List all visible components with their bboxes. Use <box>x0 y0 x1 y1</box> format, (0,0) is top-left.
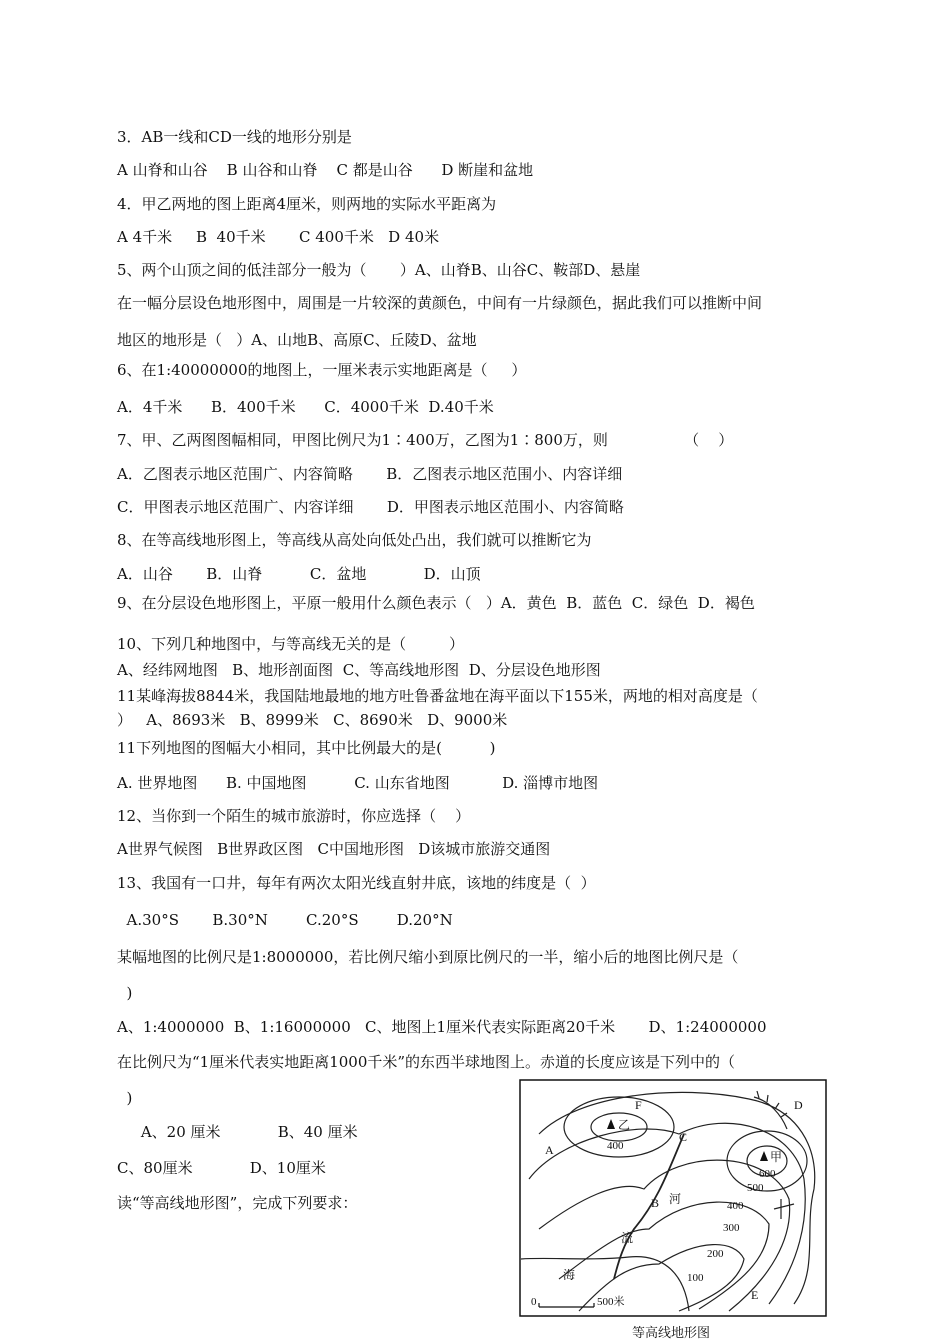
question-line: A. 世界地图 B. 中国地图 C. 山东省地图 D. 淄博市地图 <box>117 774 599 792</box>
question-line: 13、我国有一口井，每年有两次太阳光线直射井底，该地的纬度是（ ） <box>117 874 596 892</box>
peak-icon <box>760 1151 768 1161</box>
peak-label-yi: 乙 <box>618 1118 631 1132</box>
question-line: 9、在分层设色地形图上，平原一般用什么颜色表示（ ）A．黄色 B．蓝色 C．绿色 D．褐色 <box>117 594 755 612</box>
question-line: A．乙图表示地区范围广、内容简略 B．乙图表示地区范围小、内容详细 <box>117 465 623 483</box>
contour-label: 600 <box>759 1168 776 1180</box>
question-line: A、经纬网地图 B、地形剖面图 C、等高线地形图 D、分层设色地形图 <box>117 661 601 679</box>
question-line: 6、在1:40000000的地图上，一厘米表示实地距离是（ ） <box>117 361 527 379</box>
peak-icon <box>607 1119 615 1129</box>
contour-label: 500 <box>747 1182 764 1194</box>
point-label-f: F <box>635 1098 642 1112</box>
question-line: C、80厘米 D、10厘米 <box>117 1159 326 1177</box>
question-line: A 4千米 B 40千米 C 400千米 D 40米 <box>117 228 440 246</box>
point-label-b: B <box>651 1196 660 1210</box>
question-line: ） A、8693米 B、8999米 C、8690米 D、9000米 <box>117 711 508 729</box>
point-label-a: A <box>545 1143 554 1157</box>
question-line: 7、甲、乙两图图幅相同，甲图比例尺为1∶400万，乙图为1∶800万，则 （ ） <box>117 431 734 449</box>
question-line: A、20 厘米 B、40 厘米 <box>117 1123 358 1141</box>
question-line: A．山谷 B．山脊 C．盆地 D．山顶 <box>117 565 481 583</box>
question-line: 地区的地形是（ ）A、山地B、高原C、丘陵D、盆地 <box>117 331 477 349</box>
question-line: 读“等高线地形图”，完成下列要求： <box>117 1194 358 1212</box>
question-line: 12、当你到一个陌生的城市旅游时，你应选择（ ） <box>117 807 471 825</box>
question-line: C．甲图表示地区范围广、内容详细 D．甲图表示地区范围小、内容简略 <box>117 498 624 516</box>
river-label: 河 <box>669 1192 682 1206</box>
contour-line <box>559 1202 769 1309</box>
point-label-d: D <box>794 1098 803 1112</box>
question-line: A.30°S B.30°N C.20°S D.20°N <box>117 911 453 929</box>
contour-label: 300 <box>723 1222 740 1234</box>
question-line: 10、下列几种地图中，与等高线无关的是（ ） <box>117 635 465 653</box>
question-line: 在比例尺为“1厘米代表实地距离1000千米”的东西半球地图上。赤道的长度应该是下列中的（ <box>117 1053 736 1071</box>
river-label: 流 <box>621 1231 634 1245</box>
question-line: 5、两个山顶之间的低洼部分一般为（ ）A、山脊B、山谷C、鞍部D、悬崖 <box>117 261 641 279</box>
question-line: 8、在等高线地形图上，等高线从高处向低处凸出，我们就可以推断它为 <box>117 531 592 549</box>
contour-label: 400 <box>607 1140 624 1152</box>
question-line: A、1:4000000 B、1:16000000 C、地图上1厘米代表实际距离20千米 D、1:24000000 <box>117 1018 767 1036</box>
contour-label: 100 <box>687 1272 704 1284</box>
contour-label: 400 <box>727 1200 744 1212</box>
question-line: 11某峰海拔8844米，我国陆地最地的地方吐鲁番盆地在海平面以下155米，两地的相对高度是（ <box>117 687 758 705</box>
contour-map-figure <box>519 1079 827 1317</box>
question-line: A世界气候图 B世界政区图 C中国地形图 D该城市旅游交通图 <box>117 840 551 858</box>
question-line: 3．AB一线和CD一线的地形分别是 <box>117 128 352 146</box>
question-line: ) <box>117 984 133 1002</box>
sea-label: 海 <box>563 1268 576 1282</box>
contour-map <box>519 1079 827 1317</box>
peak-label-jia: 甲 <box>770 1150 783 1164</box>
scale-label: 500米 <box>597 1296 625 1308</box>
map-caption: 等高线地形图 <box>632 1326 711 1341</box>
question-line: A．4千米 B．400千米 C．4000千米 D.40千米 <box>117 398 494 416</box>
point-label-e: E <box>751 1288 759 1302</box>
contour-label: 200 <box>707 1248 724 1260</box>
question-line: 11下列地图的图幅大小相同，其中比例最大的是( ) <box>117 739 496 757</box>
scale-zero: 0 <box>531 1296 537 1308</box>
question-line: 某幅地图的比例尺是1:8000000，若比例尺缩小到原比例尺的一半，缩小后的地图比例尺是（ <box>117 948 739 966</box>
point-label-c: C <box>679 1130 688 1144</box>
question-line: ) <box>117 1089 133 1107</box>
question-line: 在一幅分层设色地形图中，周围是一片较深的黄颜色，中间有一片绿颜色，据此我们可以推断中间 <box>117 294 763 312</box>
question-line: 4．甲乙两地的图上距离4厘米，则两地的实际水平距离为 <box>117 195 497 213</box>
question-line: A 山脊和山谷 B 山谷和山脊 C 都是山谷 D 断崖和盆地 <box>117 161 534 179</box>
